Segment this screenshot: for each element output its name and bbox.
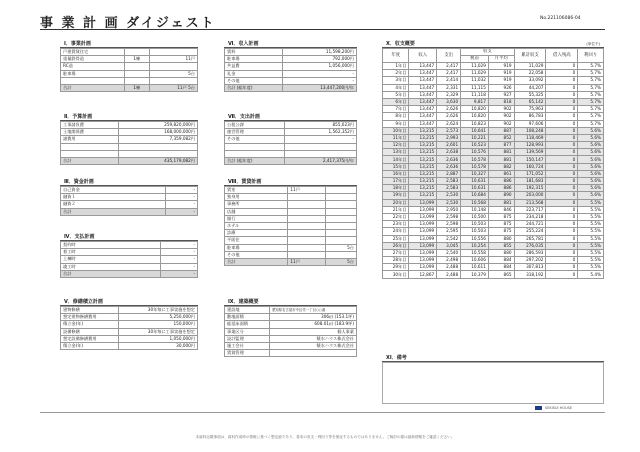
table-row: 診療 xyxy=(225,230,357,237)
remarks-box xyxy=(382,362,604,404)
table-row: 土地関係費 168,000,000円 xyxy=(61,129,198,136)
section-heading: Ⅱ．予算計画 xyxy=(60,113,198,121)
section-heading: ⅩⅠ．備考 xyxy=(382,354,604,362)
table-row: 事務所 xyxy=(225,201,357,208)
table-row: 想定設備修繕費用 1,050,000円 xyxy=(61,335,198,342)
section-remarks xyxy=(382,354,604,404)
table-row: 積立金(年) 30,000円 xyxy=(61,342,198,349)
table-row: 店舗 xyxy=(225,208,357,215)
table-row: 想定建物修繕費用 5,250,000円 xyxy=(61,314,198,321)
section-rental-plan xyxy=(224,178,357,266)
table-row: 14年目 13,215 2,636 10,578 881 150,147 0 5.6% xyxy=(383,156,604,163)
table-row: 16年目 13,215 2,887 10,327 861 171,052 0 5.6% xyxy=(383,170,604,177)
page-title: 事 業 計 画 ダイジェスト xyxy=(40,16,216,31)
cashflow-table xyxy=(382,48,604,279)
logo-mark-icon xyxy=(535,406,542,410)
table-row: 着工時 - xyxy=(61,249,198,256)
table-row: 1年目 13,447 2,417 11,029 919 11,029 0 5.7% xyxy=(383,63,604,70)
section-heading: Ⅶ．支出計画 xyxy=(224,113,357,121)
table-row: 銀行 xyxy=(225,215,357,222)
section-heading: Ⅴ．修繕積立計画 xyxy=(60,298,198,306)
table-row: 工事請負費 259,820,000円 xyxy=(61,122,198,129)
section-heading: Ⅰ．事業計画 xyxy=(60,40,198,48)
table-row: 10年目 13,215 2,573 10,641 887 108,248 0 5.6% xyxy=(383,127,604,134)
table-row: 駐車場 792,000円 xyxy=(225,56,357,63)
table-row: 21年目 13,099 2,950 10,148 846 223,717 0 5.5% xyxy=(383,206,604,213)
expense-table xyxy=(224,121,357,165)
table-row: 6年目 13,447 3,630 9,817 818 65,142 0 5.7% xyxy=(383,98,604,105)
table-row: 24年目 13,099 2,595 10,503 875 255,224 0 5.5% xyxy=(383,228,604,235)
table-row: 竣工時 - xyxy=(61,263,198,270)
budget-table xyxy=(60,121,198,165)
table-row: 12年目 13,215 2,601 10,523 877 128,993 0 5.6% xyxy=(383,142,604,149)
table-row: 総延床面積 608.01㎡ (183.9坪) xyxy=(225,321,357,328)
table-row: 9年目 13,447 2,624 10,823 902 97,606 0 5.7% xyxy=(383,120,604,127)
table-row: 30年目 12,867 2,488 10,379 865 318,192 0 5.4% xyxy=(383,271,604,278)
table-row: 17年目 13,215 2,583 10,631 886 181,683 0 5.6% xyxy=(383,178,604,185)
table-row: 27年目 13,099 2,540 10,558 880 286,593 0 5.5% xyxy=(383,249,604,256)
table-row: 上棟時 - xyxy=(61,256,198,263)
funding-table xyxy=(60,186,198,216)
section-expense-plan xyxy=(224,113,357,165)
section-income-plan xyxy=(224,40,357,92)
header-row: 年度 収入 支出 収支 累計収支 借入残高 利回り xyxy=(383,49,604,56)
table-row: 諸費用 7,359,082円 xyxy=(61,136,198,143)
section-funding-plan xyxy=(60,178,198,216)
table-row: 賃料 11,598,200円 xyxy=(225,49,357,56)
table-row: 駐車場 5台 xyxy=(61,70,198,77)
table-row: 融資２ - xyxy=(61,201,198,208)
table-row: 賃貸管理 xyxy=(225,350,357,357)
table-row: 建物修繕 30年毎に工事実施を想定 xyxy=(61,307,198,314)
subheader-row: 税前 月平均 xyxy=(383,56,604,63)
table-row: 礼金 - xyxy=(225,70,357,77)
table-row: 29年目 13,099 2,488 10,611 884 307,813 0 5.5% xyxy=(383,264,604,271)
total-row: 合計 - xyxy=(61,270,198,277)
total-row: 合計 (総年度) 13,447,200円/年 xyxy=(225,84,357,91)
section-heading: Ⅸ．建築概要 xyxy=(224,298,357,306)
total-row: 合計 1棟 11戸 5台 xyxy=(61,84,198,91)
table-row: 28年目 13,099 2,498 10,606 884 297,202 0 5.5% xyxy=(383,257,604,264)
table-row: 3年目 13,447 2,414 11,032 919 33,092 0 5.7% xyxy=(383,77,604,84)
table-row: 設計監理 積水ハウス株式会社 xyxy=(225,335,357,342)
table-row: 独身用 xyxy=(225,194,357,201)
section-business-plan xyxy=(60,40,198,92)
table-row: 重量鉄骨造 1棟 11戸 xyxy=(61,56,198,63)
section-heading: Ⅵ．収入計画 xyxy=(224,40,357,48)
table-row: 13年目 13,215 2,638 10,576 881 139,569 0 5.6% xyxy=(383,149,604,156)
section-heading: Ⅷ．賃貸計画 xyxy=(224,178,357,186)
business-plan-table xyxy=(60,48,198,92)
table-row: 7年目 13,447 2,626 10,820 902 75,963 0 5.7% xyxy=(383,106,604,113)
table-row: 建設地 愛知県名古屋市中区栄一丁目○○番 xyxy=(225,307,357,314)
table-row: 平面住 xyxy=(225,237,357,244)
section-payment-plan xyxy=(60,233,198,278)
section-budget-plan xyxy=(60,113,198,165)
table-row: 施工会社 積水ハウス株式会社 xyxy=(225,342,357,349)
table-row: 25年目 13,099 2,542 10,556 880 265,781 0 5.5% xyxy=(383,235,604,242)
table-row: 駐車場 5台 xyxy=(225,244,357,251)
table-row: 自己資金 - xyxy=(61,187,198,194)
table-row: 戸建賃貸住宅 xyxy=(61,49,198,56)
table-row: 設備修繕 30年毎に工事実施を想定 xyxy=(61,328,198,335)
table-row: 8年目 13,447 2,626 10,820 902 86,783 0 5.7% xyxy=(383,113,604,120)
table-row: 融資１ - xyxy=(61,194,198,201)
table-row: 23年目 13,099 2,598 10,503 875 244,721 0 5.5% xyxy=(383,221,604,228)
payment-table xyxy=(60,241,198,278)
building-table xyxy=(224,306,357,357)
table-row: 2年目 13,447 2,417 11,029 919 22,058 0 5.7% xyxy=(383,70,604,77)
table-row: 共益費 1,056,000円 xyxy=(225,63,357,70)
total-row: 合計 11戸 5台 xyxy=(225,258,357,265)
table-row: 契約時 - xyxy=(61,242,198,249)
table-row: 22年目 13,099 2,598 10,500 875 234,218 0 5.5% xyxy=(383,213,604,220)
table-row: その他 xyxy=(225,251,357,258)
table-row: RC造 xyxy=(61,63,198,70)
table-row: 事業区分 個人事業 xyxy=(225,328,357,335)
table-row: ホテル xyxy=(225,222,357,229)
table-row: 公租公課 855,023円 xyxy=(225,122,357,129)
income-table xyxy=(224,48,357,92)
table-row xyxy=(61,77,198,84)
section-building-overview xyxy=(224,298,357,357)
table-row: 5年目 13,447 2,329 11,118 927 55,325 0 5.7% xyxy=(383,91,604,98)
document-number: No.221106086-04 xyxy=(540,16,581,21)
table-row: 15年目 13,215 2,636 10,578 882 160,724 0 5.6% xyxy=(383,163,604,170)
table-row: その他 - xyxy=(225,136,357,143)
table-row: 20年目 13,099 2,530 10,568 881 213,568 0 5.5% xyxy=(383,199,604,206)
section-heading: Ⅲ．資金計画 xyxy=(60,178,198,186)
section-cashflow-summary xyxy=(382,40,604,279)
footer-note: 本資料記載事項は、資料作成時の情報に基づく想定値であり、将来の収支・利回り等を保証するものではありません。ご検討の際は最新情報をご確認ください。 xyxy=(195,435,455,439)
table-row: 26年目 13,099 3,045 10,254 855 276,035 0 5.5% xyxy=(383,242,604,249)
table-row: その他 - xyxy=(225,77,357,84)
total-row: 合計 435,179,082円 xyxy=(61,157,198,164)
table-row: 18年目 13,215 2,583 10,631 886 192,315 0 5.6% xyxy=(383,185,604,192)
bottom-divider xyxy=(40,412,605,413)
table-row: 積立金(年) 150,000円 xyxy=(61,321,198,328)
total-row: 合計 - xyxy=(61,208,198,215)
unit-label: (単位千) xyxy=(586,42,600,46)
company-logo: SEKISUI HOUSE xyxy=(535,406,572,410)
table-row: 11年目 13,215 2,993 10,221 852 118,469 0 5.6% xyxy=(383,134,604,141)
section-heading: Ⅹ．収支概要 xyxy=(386,41,415,47)
repair-table xyxy=(60,306,198,350)
table-row: 19年目 13,215 2,530 10,684 890 203,000 0 5.6% xyxy=(383,192,604,199)
table-row: 敷地面積 306㎡ (153.1坪) xyxy=(225,314,357,321)
total-row: 合計 (総年度) 2,417,375円/年 xyxy=(225,157,357,164)
rental-table xyxy=(224,186,357,266)
table-row: 4年目 13,447 2,331 11,115 926 44,207 0 5.7% xyxy=(383,84,604,91)
section-repair-reserve xyxy=(60,298,198,350)
table-row: 運営管理 1,562,352円 xyxy=(225,129,357,136)
title-divider xyxy=(40,29,605,30)
section-heading: Ⅳ．支払計画 xyxy=(60,233,198,241)
table-row: 賃室 11戸 xyxy=(225,187,357,194)
